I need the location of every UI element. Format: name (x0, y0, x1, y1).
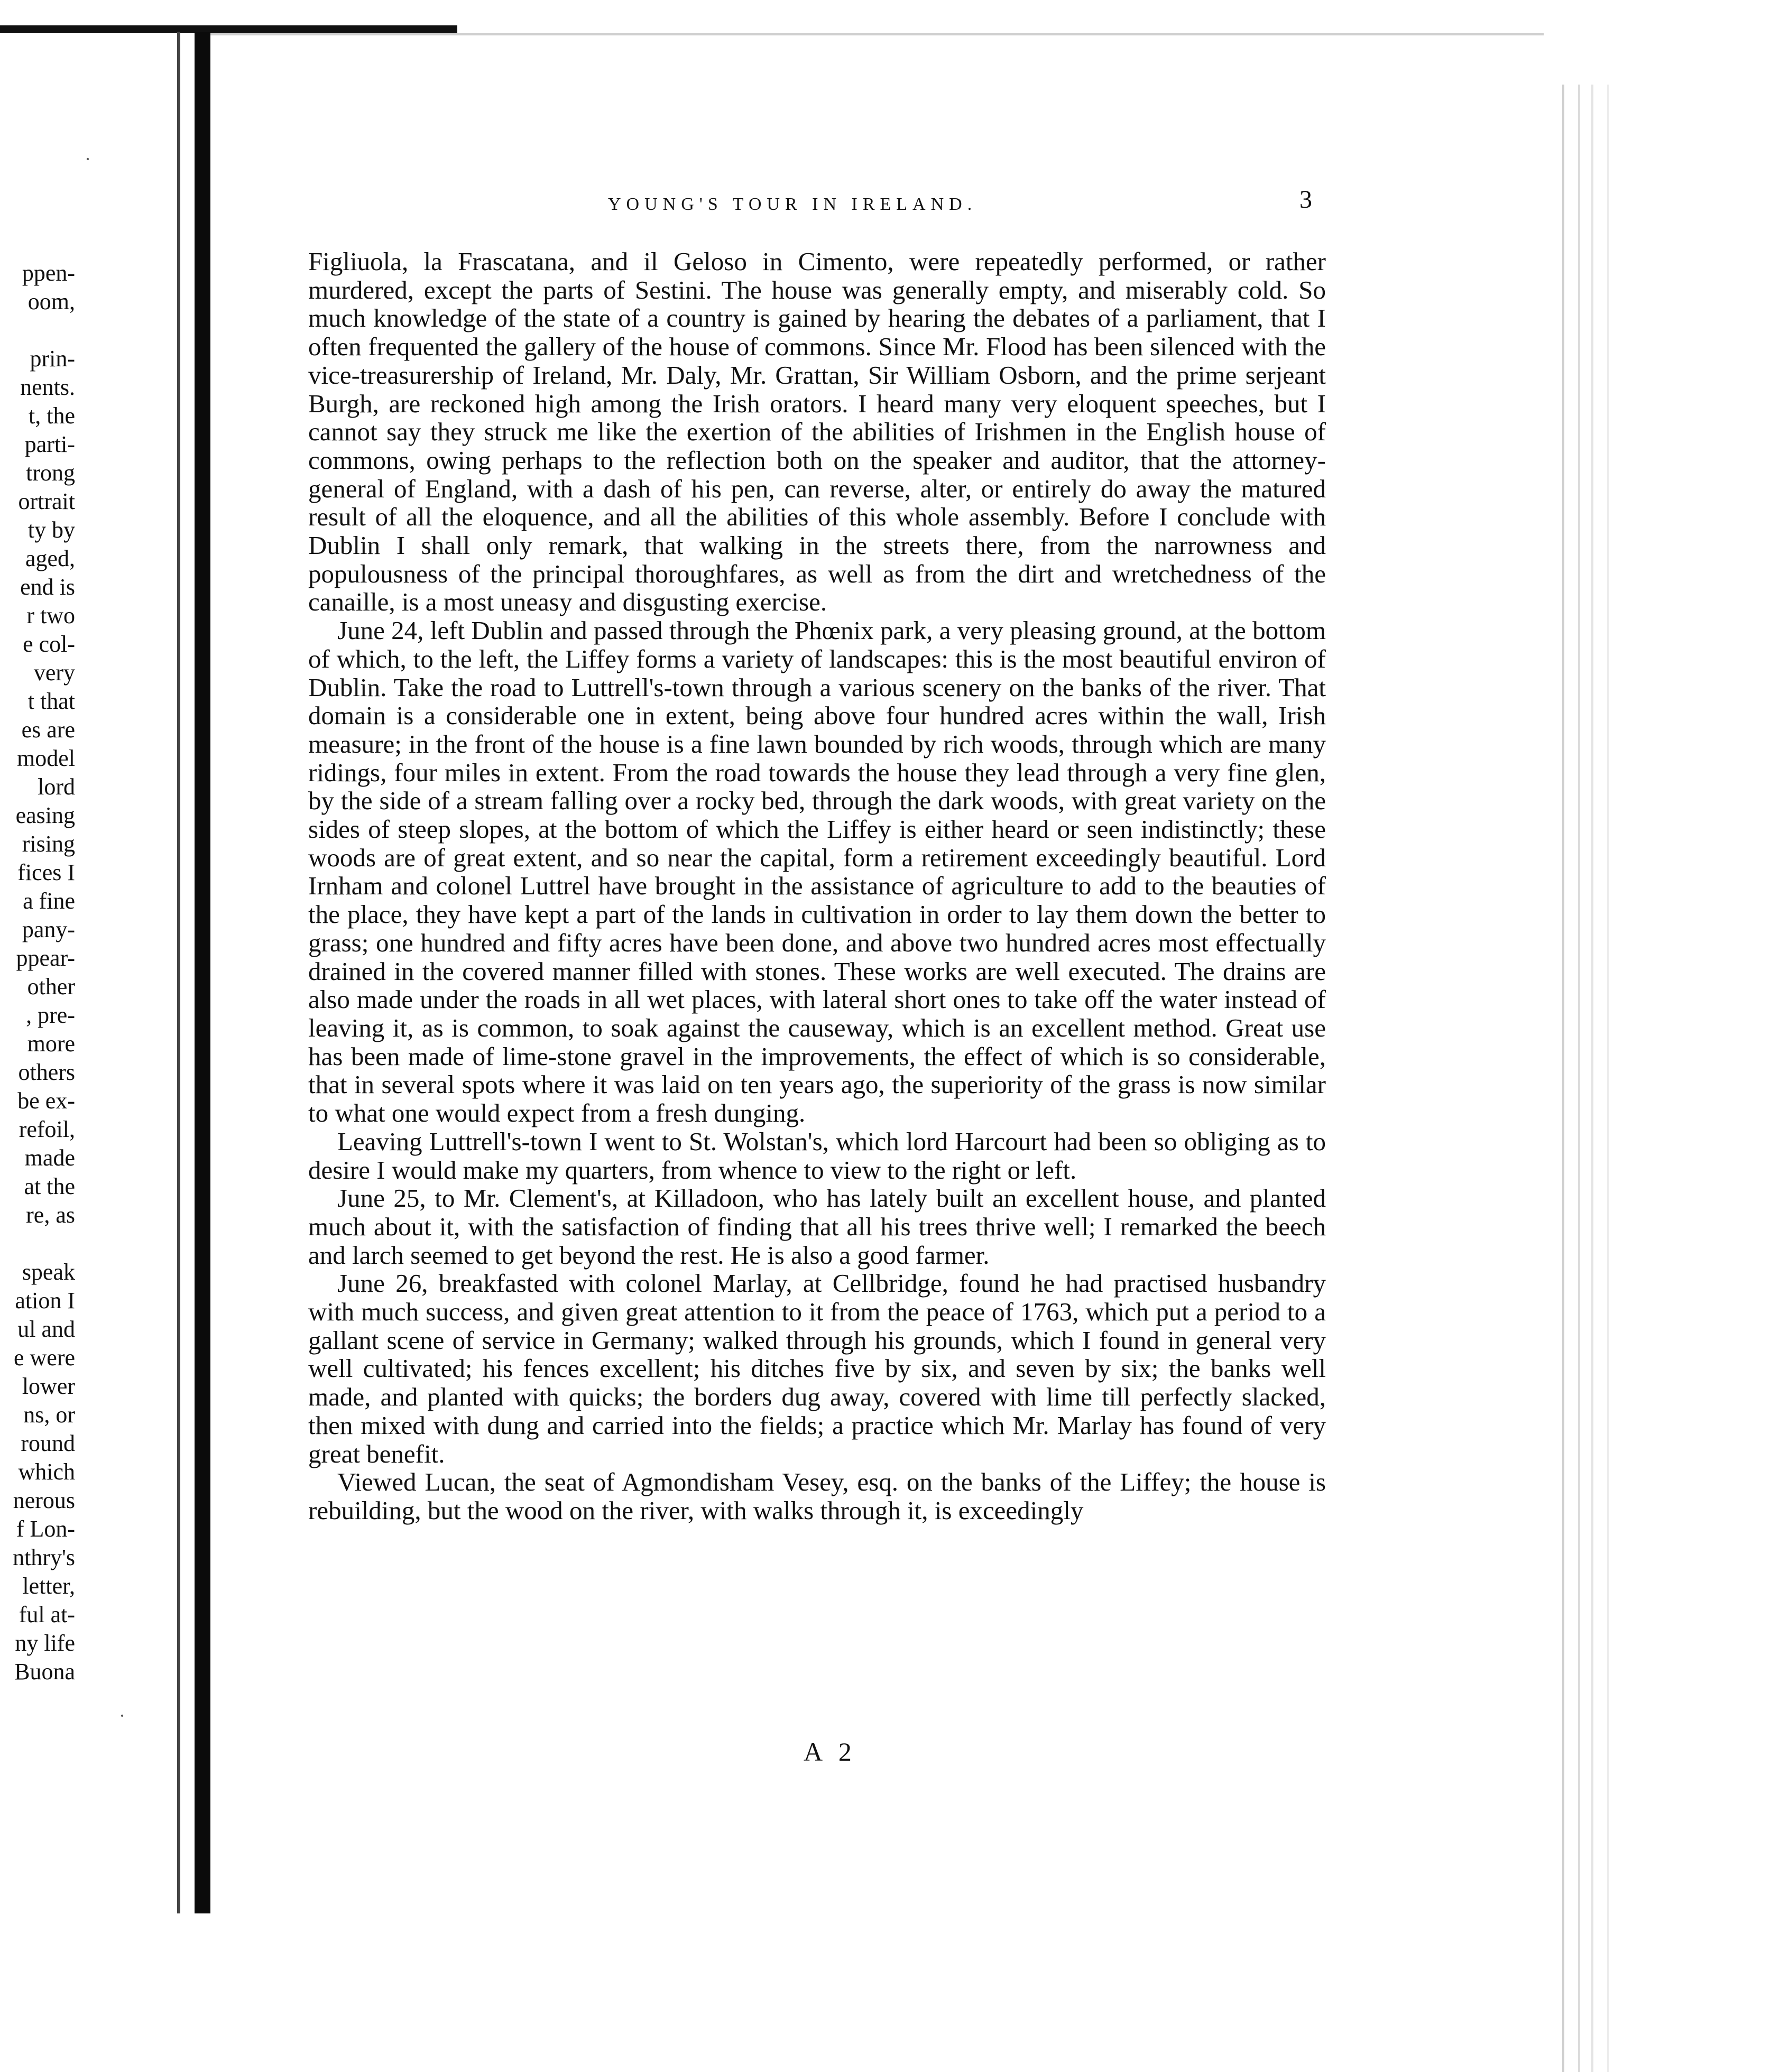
left-fragment-line: letter, (22, 1573, 75, 1599)
left-fragment-line: t, the (29, 403, 75, 429)
left-fragment-line: nents. (20, 374, 75, 400)
page-edge-strip (1562, 85, 1564, 2072)
left-fragment-line: other (27, 974, 75, 1000)
left-fragment-line: ul and (17, 1316, 75, 1342)
left-fragment-line: e were (13, 1345, 75, 1371)
left-fragment-line: f Lon- (16, 1516, 75, 1542)
page-edge-strip (1607, 85, 1609, 2072)
left-fragment-line: model (17, 745, 75, 771)
left-fragment-line: pany- (22, 917, 75, 942)
left-fragment-line: ty by (27, 517, 75, 543)
left-fragment-line: lord (38, 774, 75, 800)
left-fragment-line: oom, (27, 289, 75, 314)
left-fragment-line: made (24, 1145, 75, 1171)
page-number: 3 (1299, 186, 1312, 214)
left-fragment-line: ful at- (19, 1602, 75, 1627)
left-fragment-line: ns, or (23, 1402, 75, 1428)
left-fragment-line: round (21, 1430, 75, 1456)
signature-mark: A 2 (804, 1737, 857, 1766)
left-fragment-line: easing (15, 802, 75, 828)
left-fragment-line: nthry's (13, 1544, 75, 1570)
left-fragment-line: nerous (13, 1487, 75, 1513)
left-fragment-line: very (33, 660, 75, 686)
left-fragment-line: speak (22, 1259, 75, 1285)
left-fragment-line: rising (22, 831, 75, 857)
running-head: YOUNG'S TOUR IN IRELAND. (608, 195, 978, 214)
left-fragment-line: which (18, 1459, 75, 1485)
left-fragment-line: es are (21, 717, 75, 743)
left-fragment-line: ppen- (22, 260, 75, 286)
left-fragment-line: fices I (17, 859, 75, 885)
left-fragment-line: at the (24, 1173, 75, 1199)
left-fragment-line: trong (26, 460, 75, 486)
page-edge-strip (1578, 85, 1580, 2072)
left-fragment-line: refoil, (19, 1116, 75, 1142)
left-page-fragment (0, 259, 79, 1739)
top-rule-thin (201, 33, 1544, 35)
left-fragment-line: parti- (24, 431, 75, 457)
left-fragment-line: e col- (23, 631, 75, 657)
left-fragment-line: ny life (15, 1630, 75, 1656)
paragraph: June 24, left Dublin and passed through the Phœnix park, a very pleasing ground, at the bottom of which, to the left, the Liffey forms a variety of landscapes: this is the most beautiful environ of Dublin. Take the road to Luttrell's-town through a various scenery on the banks of the river. That domain is a considerable one in extent, being above four hundred acres within the wall, Irish measure; in the front of the house is a fine lawn bounded by rich woods, through which are many ridings, four miles in extent. From the road towards the house they lead through a very fine glen, by the side of a stream falling over a rocky bed, through the dark woods, with great variety on the sides of steep slopes, at the bottom of which the Liffey is either heard or seen indistinctly; these woods are of great extent, and so near the capital, form a retirement exceedingly beautiful. Lord Irnham and colonel Luttrel have brought in the assistance of agriculture to add to the beauties of the place, they have kept a part of the lands in cultivation in order to lay them down the better to grass; one hundred and fifty acres have been done, and above two hundred acres most effectually drained in the covered manner filled with stones. These works are well executed. The drains are also made under the roads in all wet places, with lateral short ones to take off the water instead of leaving it, as is common, to soak against the causeway, which is an excellent method. Great use has been made of lime-stone gravel in the improvements, the effect of which is so considerable, that in several spots where it was laid on ten years ago, the superiority of the grass is now similar to what one would expect from a fresh dunging. (308, 616, 1326, 1128)
speck-mark: · (119, 1705, 125, 1726)
paragraph: June 25, to Mr. Clement's, at Killadoon, who has lately built an excellent house, and planted much about it, with the satisfaction of finding that all his trees thrive well; I remarked the beech and larch seemed to get beyond the rest. He is also a good farmer. (308, 1183, 1326, 1270)
left-fragment-line: a fine (23, 888, 75, 914)
paragraph: Leaving Luttrell's-town I went to St. Wolstan's, which lord Harcourt had been so obliging as to desire I would make my quarters, from whence to view to the right or left. (308, 1126, 1326, 1185)
gutter-line (195, 32, 210, 1913)
paragraph: Figliuola, la Frascatana, and il Geloso in Cimento, were repeatedly performed, or rather murdered, except the parts of Sestini. The house was generally empty, and miserably cold. So much knowledge of the state of a country is gained by hearing the debates of a parliament, that I often frequented the gallery of the house of commons. Since Mr. Flood has been silenced with the vice-treasurership of Ireland, Mr. Daly, Mr. Grattan, Sir William Osborn, and the prime serjeant Burgh, are reckoned high among the Irish orators. I heard many very eloquent speeches, but I cannot say they struck me like the exertion of the abilities of Irishmen in the English house of commons, owing perhaps to the reflection both on the speaker and auditor, that the attorney-general of England, with a dash of his pen, can reverse, alter, or entirely do away the matured result of all the eloquence, and all the abilities of this whole assembly. Before I conclude with Dublin I shall only remark, that walking in the streets there, from the narrowness and populousness of the principal thoroughfares, as well as from the dirt and wretchedness of the canaille, is a most uneasy and disgusting exercise. (308, 247, 1326, 617)
page-edge-strip (1591, 85, 1593, 2072)
left-fragment-line: lower (22, 1373, 75, 1399)
left-fragment-line: end is (20, 574, 75, 600)
left-fragment-line: Buona (14, 1659, 75, 1685)
left-fragment-line: ation I (15, 1288, 75, 1314)
paragraph: Viewed Lucan, the seat of Agmondisham Vesey, esq. on the banks of the Liffey; the house is rebuilding, but the wood on the river, with walks through it, is exceedingly (308, 1467, 1326, 1525)
gutter-shadow-line (177, 32, 180, 1913)
left-fragment-line: aged, (25, 545, 75, 571)
top-rule (0, 25, 457, 33)
left-fragment-line: , pre- (26, 1002, 75, 1028)
left-fragment-line: be ex- (17, 1088, 75, 1114)
left-fragment-line: prin- (30, 346, 75, 372)
left-fragment-line: re, as (26, 1202, 75, 1228)
speck-mark: · (85, 149, 91, 170)
paragraph: June 26, breakfasted with colonel Marlay, at Cellbridge, found he had practised husbandry with much success, and given great attention to it from the peace of 1763, which put a period to a gallant scene of service in Germany; walked through his grounds, which I found in general very well cultivated; his fences excellent; his ditches five by six, and seven by six; the banks well made, and planted with quicks; the borders dug away, covered with lime till perfectly slacked, then mixed with dung and carried into the fields; a practice which Mr. Marlay has found of very great benefit. (308, 1269, 1326, 1468)
left-fragment-line: ortrait (18, 488, 75, 514)
left-fragment-line: r two (26, 603, 75, 628)
left-fragment-line: ppear- (16, 945, 75, 971)
body-text (308, 247, 1326, 1525)
left-fragment-line: others (18, 1059, 75, 1085)
left-fragment-line: more (27, 1031, 75, 1057)
left-fragment-line: t that (27, 688, 75, 714)
